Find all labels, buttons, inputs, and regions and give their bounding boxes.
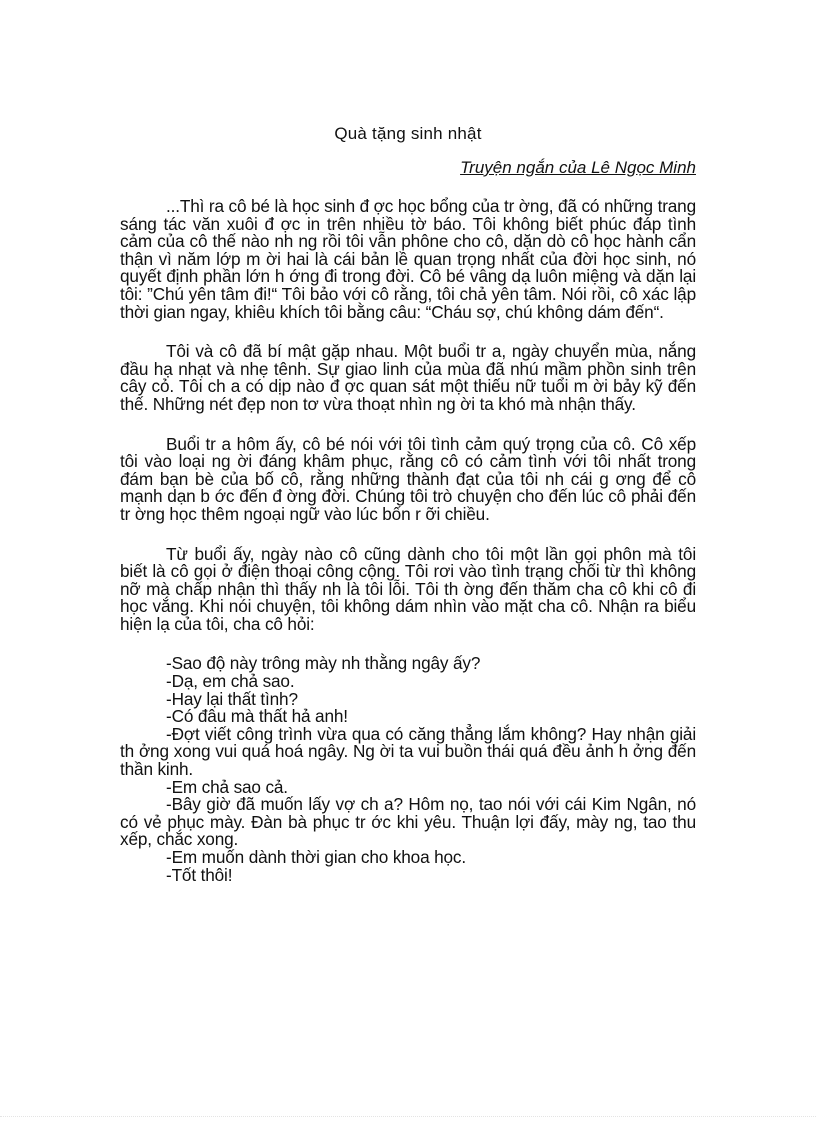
story-title: Quà tặng sinh nhật: [334, 124, 482, 143]
dialogue-block: [120, 655, 696, 884]
paragraph: Tôi và cô đã bí mật gặp nhau. Một buổi tr a, ngày chuyển mùa, nắng đầu hạ nhạt và nhẹ tênh. Sự giao linh của mùa đã nhú mầm phồn sinh trên cây cỏ. Tôi ch a có dịp nào đ ợc quan sát một thiếu nữ tuổi m ời bảy kỹ đến thế. Những nét đẹp non tơ vừa thoạt nhìn ng ời ta khó mà nhận thấy.: [120, 341, 696, 414]
dialogue-line: -Bây giờ đã muốn lấy vợ ch a? Hôm nọ, tao nói với cái Kim Ngân, nó có vẻ phục mày. Đàn bà phục tr ớc khi yêu. Thuận lợi đấy, mày ng, tao thu xếp, chắc xong.: [120, 794, 696, 850]
story-byline: Truyện ngắn của Lê Ngọc Minh: [460, 158, 696, 177]
dialogue-line: -Em chả sao cả.: [166, 776, 288, 797]
dialogue-line: -Tốt thôi!: [166, 864, 233, 885]
story-body: [120, 198, 696, 884]
dialogue-line: -Hay lại thất tình?: [166, 688, 298, 709]
paragraph: ...Thì ra cô bé là học sinh đ ợc học bổng của tr ờng, đã có những trang sáng tác văn xuôi đ ợc in trên nhiều tờ báo. Tôi không biết phúc đáp tình cảm của cô thế nào nh ng rồi tôi vẫn phône cho cô, dặn dò cô học hành cẩn thận vì năm lớp m ời hai là cái bản lề quan trọng nhất của đời học sinh, nó quyết định phần lớn h ớng đi trong đời. Cô bé vâng dạ luôn miệng và dặn lại tôi: ”Chú yên tâm đi!“ Tôi bảo với cô rằng, tôi chả yên tâm. Nói rồi, cô xác lập thời gian ngay, khiêu khích tôi bằng câu: “Cháu sợ, chú không dám đến“.: [120, 196, 696, 322]
dialogue-line: -Sao độ này trông mày nh thằng ngây ấy?: [166, 653, 481, 674]
dialogue-line: -Em muốn dành thời gian cho khoa học.: [166, 847, 466, 867]
dialogue-line: -Đợt viết công trình vừa qua có căng thẳng lắm không? Hay nhận giải th ởng xong vui quá hoá ngây. Ng ời ta vui buồn thái quá đều ảnh h ởng đến thần kinh.: [120, 723, 696, 780]
dialogue-line: -Dạ, em chả sao.: [166, 671, 295, 692]
page-bottom-divider: [0, 1116, 816, 1117]
paragraph: Buổi tr a hôm ấy, cô bé nói với tôi tình cảm quý trọng của cô. Cô xếp tôi vào loại ng ời đáng khâm phục, rằng cô có cảm tình với tôi nhất trong đám bạn bè của bố cô, rằng những thành đạt của tôi nh cái g ơng để cô mạnh dạn b ớc đến đ ờng đời. Chúng tôi trò chuyện cho đến lúc cô phải đến tr ờng học thêm ngoại ngữ vào lúc bốn r ỡi chiều.: [120, 433, 696, 524]
dialogue-line: -Có đâu mà thất hả anh!: [166, 706, 348, 727]
paragraph: Từ buổi ấy, ngày nào cô cũng dành cho tôi một lần gọi phôn mà tôi biết là cô gọi ở điện thoại công cộng. Tôi rơi vào tình trạng chối từ thì không nỡ mà chấp nhận thì thấy nh là tôi lỗi. Tôi th ờng đến thăm cha cô khi cô đi học vắng. Khi nói chuyện, tôi không dám nhìn vào mặt cha cô. Nhận ra biểu hiện lạ của tôi, cha cô hỏi:: [120, 543, 696, 634]
